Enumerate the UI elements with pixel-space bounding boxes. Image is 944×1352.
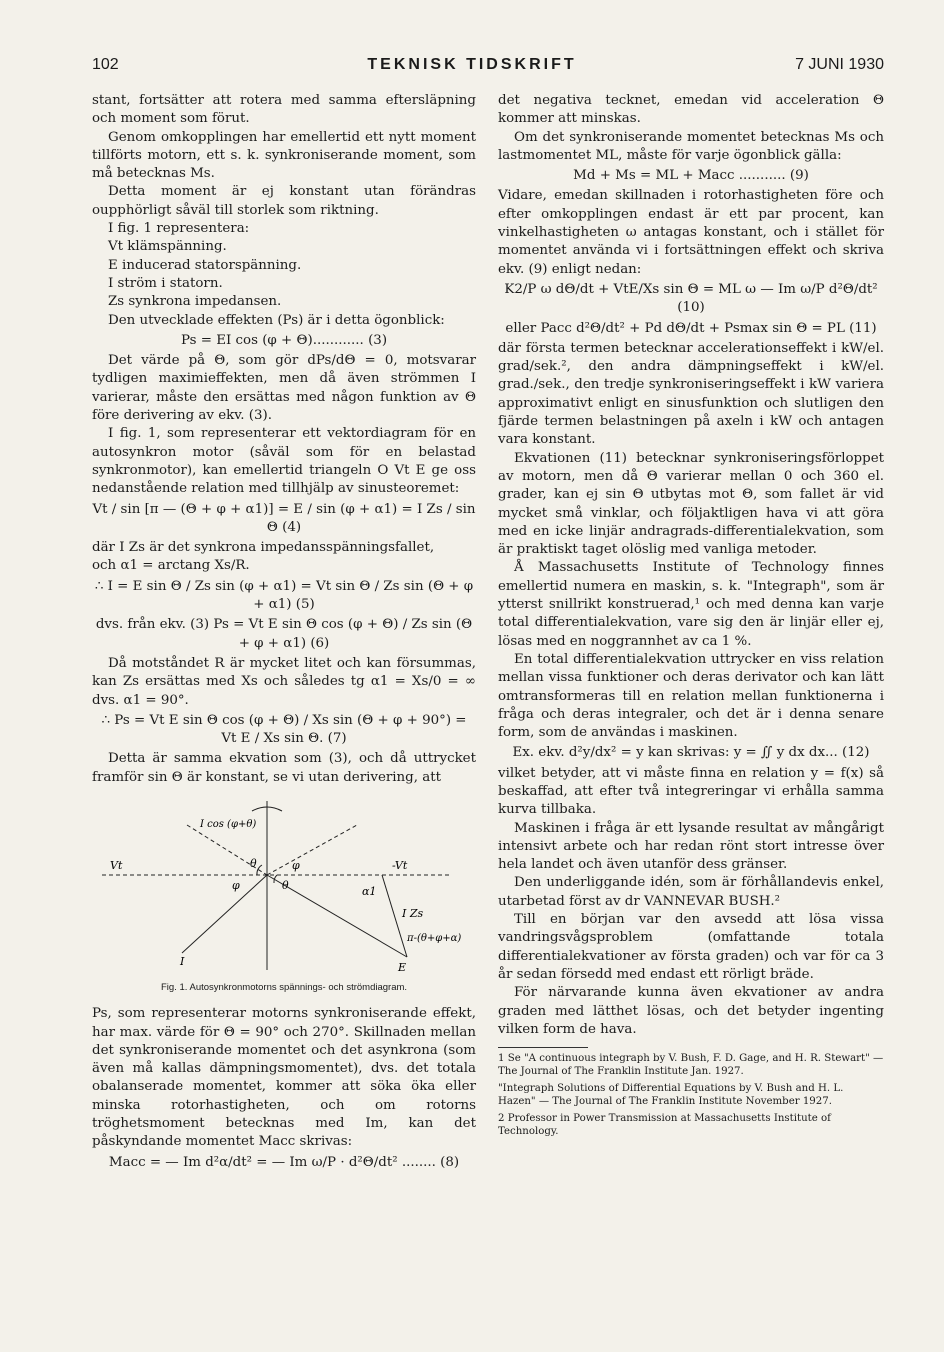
current-label: I [180,954,185,968]
equation-9: Md + Ms = ML + Macc ........... (9) [573,168,809,184]
paragraph: Den underliggande idén, som är förhållandevis enkel, utarbetad först av dr VANNEVAR BUSH.² [498,875,884,909]
paragraph: där I Zs är det synkrona impedansspänningsfallet, [92,540,435,556]
paragraph: Om det synkroniserande momentet betecknas Ms och lastmomentet ML, måste för varje ögonblick gälla: [498,129,884,163]
equation-10: K2/P ω dΘ/dt + VtE/Xs sin Θ = ML ω — Im ω/P d²Θ/dt² (10) [504,281,878,316]
equation-11: eller Pacc d²Θ/dt² + Pd dΘ/dt + Psmax sin Θ = PL (11) [505,320,877,336]
vector-diagram [92,795,476,975]
theta2-label: θ [282,878,289,892]
paragraph: stant, fortsätter att rotera med samma eftersläpning och moment som förut. [92,93,476,127]
paragraph: det negativa tecknet, emedan vid acceleration Θ kommer att minskas. [498,93,884,127]
equation-5: ∴ I = E sin Θ / Zs sin (φ + α1) = Vt sin Θ / Zs sin (Θ + φ + α1) (5) [94,578,474,613]
phi2-label: φ [292,858,300,872]
e-label: E [398,960,407,974]
theta-label: θ [250,856,257,870]
equation-8: Macc = — Im d²α/dt² = — Im ω/P · d²Θ/dt² ........ (8) [108,1154,460,1170]
left-column [92,92,476,1174]
angle-label: π-(θ+φ+α) [407,932,462,944]
right-column [498,92,884,1138]
symbol-definitions [92,238,476,311]
equation-4: Vt / sin [π — (Θ + φ + α1)] = E / sin (φ + α1) = I Zs / sin Θ (4) [92,501,476,535]
dashed-line [267,825,357,875]
paragraph: Detta moment är ej konstant utan förändras oupphörligt såväl till storlek som riktning. [92,184,476,218]
alpha-label: α1 [362,884,377,898]
equation-3: Ps = EI cos (φ + Θ)............ (3) [180,332,388,348]
definition-item: Zs synkrona impedansen. [108,294,282,310]
footnote-rule [498,1047,588,1048]
paragraph: Vidare, emedan skillnaden i rotorhastigheten före och efter omkopplingen endast är ett par procent, kan vinkelhastigheten ω antagas konstant, och i stället för momentet använda vi i fortsättningen effekt och skriva ekv. (9) enligt nedan: [498,188,884,277]
figure-caption: Fig. 1. Autosynkronmotorns spännings- och strömdiagram. [160,981,408,993]
paragraph: Detta är samma ekvation som (3), och då uttrycket framför sin Θ är konstant, se vi utan derivering, att [92,751,476,785]
issue-date: 7 JUNI 1930 [795,56,884,73]
equation-7: ∴ Ps = Vt E sin Θ cos (φ + Θ) / Xs sin (Θ + φ + 90°) = Vt E / Xs sin Θ. (7) [101,712,467,747]
footnote-1: 1 Se "A continuous integraph by V. Bush, F. D. Gage, and H. R. Stewart" — The Journal of The Franklin Institute Jan. 1927. [498,1053,884,1078]
paragraph: Den utvecklade effekten (Ps) är i detta ögonblick: [108,312,445,328]
paragraph: och α1 = arctang Xs/R. [92,558,250,574]
paragraph: där första termen betecknar accelerationseffekt i kW/el. grad/sek.², den andra dämpningseffekt i kW/el. grad./sek., den tredje synkroniseringseffekt i kW variera approximativt enligt en sinusfunktion och slutligen den fjärde termen belastningen på axeln i kW och antagen vara konstant. [498,340,884,448]
icos-label: I cos (φ+θ) [200,818,257,830]
paragraph: Då motståndet R är mycket litet och kan försummas, kan Zs ersättas med Xs och således tg α1 = Xs/0 = ∞ dvs. α1 = 90°. [92,655,476,708]
footnote-2: 2 Professor in Power Transmission at Massachusetts Institute of Technology. [498,1113,831,1138]
paragraph: Maskinen i fråga är ett lysande resultat av mångårigt intensivt arbete och har redan rönt stort intresse över hela landet och även utanför dess gränser. [498,820,884,873]
paragraph: Genom omkopplingen har emellertid ett nytt moment tillförts motorn, ett s. k. synkroniserande moment, som må betecknas Ms. [92,129,476,182]
phi-label: φ [232,878,240,892]
footnote-1b: "Integraph Solutions of Differential Equations by V. Bush and H. L. Hazen" — The Journal of The Franklin Institute November 1927. [498,1083,844,1108]
definition-item: Vt klämspänning. [108,239,227,255]
vt-right-label: -Vt [392,858,408,872]
definition-item: E inducerad statorspänning. [108,257,302,273]
figure-1 [92,795,476,975]
paragraph: vilket betyder, att vi måste finna en relation y = f(x) så beskaffad, att efter två integreringar vi erhålla samma kurva tillbaka. [498,765,884,818]
page-number: 102 [92,56,119,73]
vt-left-label: Vt [110,858,123,872]
current-vector [182,875,267,953]
paragraph: För närvarande kunna även ekvationer av andra graden med lätthet lösas, och det betyder ingenting vilken form de hava. [498,985,884,1037]
paragraph: Till en början var den avsedd att lösa vissa vandringsvågsproblem (omfattande totala differentialekvationer av första graden) och var för ca 3 år sedan försedd med endast ett rörligt bräde. [498,912,884,982]
paragraph: Ps, som representerar motorns synkroniserande effekt, har max. värde för Θ = 90° och 270°. Skillnaden mellan det synkroniserande momentet och det asynkrona (som även må kallas dämpningsmomentet), dvs. det totala obalanserade momentet, kommer att söka öka eller minska rotorhastigheten, och om rotorns tröghetsmoment betecknas med Im, kan det påskyndande momentet Macc skrivas: [92,1006,476,1150]
phi-arc [274,875,277,883]
paragraph: I fig. 1, som representerar ett vektordiagram för en autosynkron motor (såväl som för en belastad synkronmotor), kan emellertid triangeln O Vt E ge oss nedanstående relation med tillhjälp av sinusteoremet: [92,426,476,497]
paragraph: Det värde på Θ, som gör dPs/dΘ = 0, motsvarar tydligen maximieffekten, men då även strömmen I varierar, måste den ersättas med någon funktion av Θ före derivering av ekv. (3). [92,353,476,424]
equation-6: dvs. från ekv. (3) Ps = Vt E sin Θ cos (φ + Θ) / Zs sin (Θ + φ + α1) (6) [95,617,473,651]
izs-label: I Zs [402,906,424,920]
paragraph: En total differentialekvation uttrycker en viss relation mellan vissa funktioner och deras derivator och kan lätt omtransformeras till en relation mellan funktionerna i fråga och deras integraler, och det är i denna senare form, som de användas i maskinen. [498,651,884,741]
paragraph: Å Massachusetts Institute of Technology finnes emellertid numera en maskin, s. k. "Integraph", som är ytterst snillrikt konstruerad,¹ och med denna kan varje total differentialekvation, vare sig den är linjär eller ej, lösas med en noggrannhet av ca 1 %. [498,560,884,649]
definition-item: I ström i statorn. [108,275,223,291]
equation-12: Ex. ekv. d²y/dx² = y kan skrivas: y = ∬ y dx dx... (12) [512,745,870,761]
paragraph: Ekvationen (11) betecknar synkroniseringsförloppet av motorn, men då Θ varierar mellan 0 och 360 el. grader, kan ej sin Θ utbytas mot Θ, som fallet är vid mycket små vinklar, och följaktligen hava vi att göra med en icke linjär andragrads-differentialekvation, som är praktiskt taget olöslig med vanliga metoder. [498,450,884,558]
journal-title: TEKNISK TIDSKRIFT [367,56,577,73]
paragraph: I fig. 1 representera: [108,221,250,237]
